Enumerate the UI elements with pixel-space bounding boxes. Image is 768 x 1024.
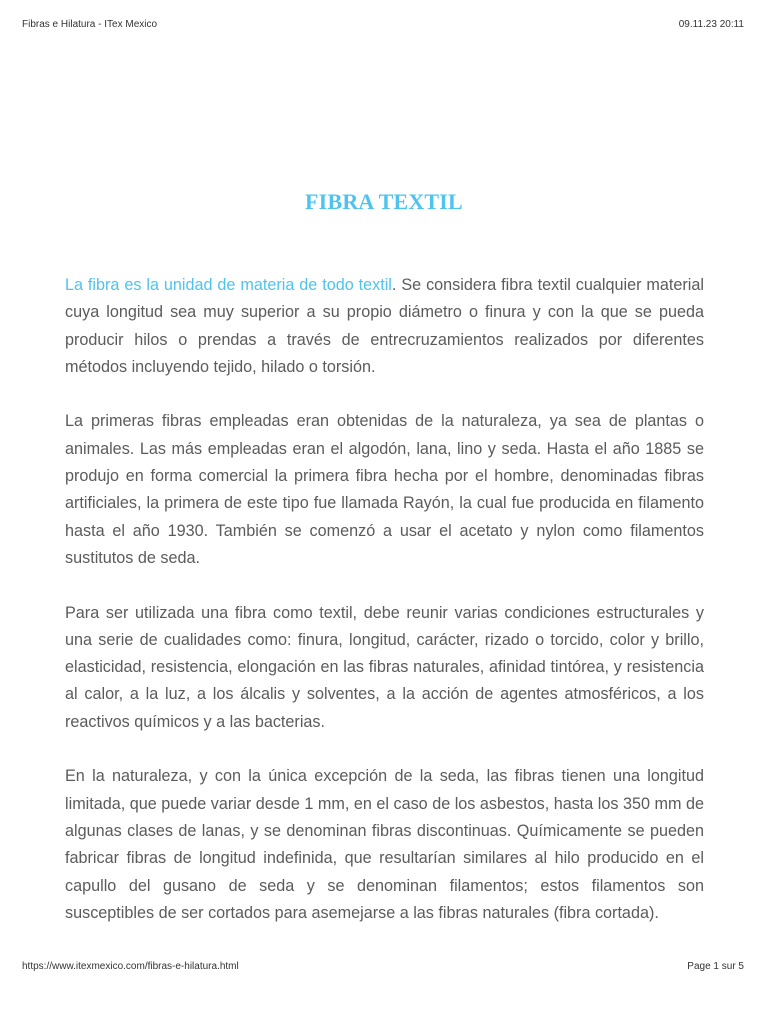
paragraph-text: . Se considera fibra textil cualquier material cuya longitud sea muy superior a su propio diámetro o finura y con la que se pueda producir hilos o prendas a través de entrecruzamientos realizados por diferentes métodos incluyendo tejido, hilado o torsión. <box>65 276 704 376</box>
highlighted-lead: La fibra es la unidad de materia de todo textil <box>65 276 392 294</box>
page-number: Page 1 sur 5 <box>687 961 744 972</box>
document-body <box>65 272 704 954</box>
print-header <box>22 19 746 33</box>
paragraph-3: Para ser utilizada una fibra como textil, debe reunir varias condiciones estructurales y una serie de cualidades como: finura, longitud, carácter, rizado o torcido, color y brillo, elasticidad, resistencia, elongación en las fibras naturales, afinidad tintórea, y resistencia al calor, a la luz, a los álcalis y solventes, a la acción de agentes atmosféricos, a los reactivos químicos y a las bacterias. <box>65 603 704 731</box>
paragraph-4: En la naturaleza, y con la única excepción de la seda, las fibras tienen una longitud limitada, que puede variar desde 1 mm, en el caso de los asbestos, hasta los 350 mm de algunas clases de lanas, y se denominan fibras discontinuas. Químicamente se pueden fabricar fibras de longitud indefinida, que resultarían similares al hilo producido en el capullo del gusano de seda y se denominan filamentos; estos filamentos son susceptibles de ser cortados para asemejarse a las fibras naturales (fibra cortada). <box>65 767 704 922</box>
print-datetime: 09.11.23 20:11 <box>678 19 744 30</box>
page-url: https://www.itexmexico.com/fibras-e-hilatura.html <box>22 961 239 972</box>
document-heading: FIBRA TEXTIL <box>305 189 463 214</box>
print-footer <box>22 961 746 975</box>
paragraph-2: La primeras fibras empleadas eran obtenidas de la naturaleza, ya sea de plantas o animales. Las más empleadas eran el algodón, lana, lino y seda. Hasta el año 1885 se produjo en forma comercial la primera fibra hecha por el hombre, denominadas fibras artificiales, la primera de este tipo fue llamada Rayón, la cual fue producida en filamento hasta el año 1930. También se comenzó a usar el acetato y nylon como filamentos sustitutos de seda. <box>65 412 704 567</box>
page-title: Fibras e Hilatura - ITex Mexico <box>22 19 158 30</box>
paragraph-1 <box>65 272 704 381</box>
